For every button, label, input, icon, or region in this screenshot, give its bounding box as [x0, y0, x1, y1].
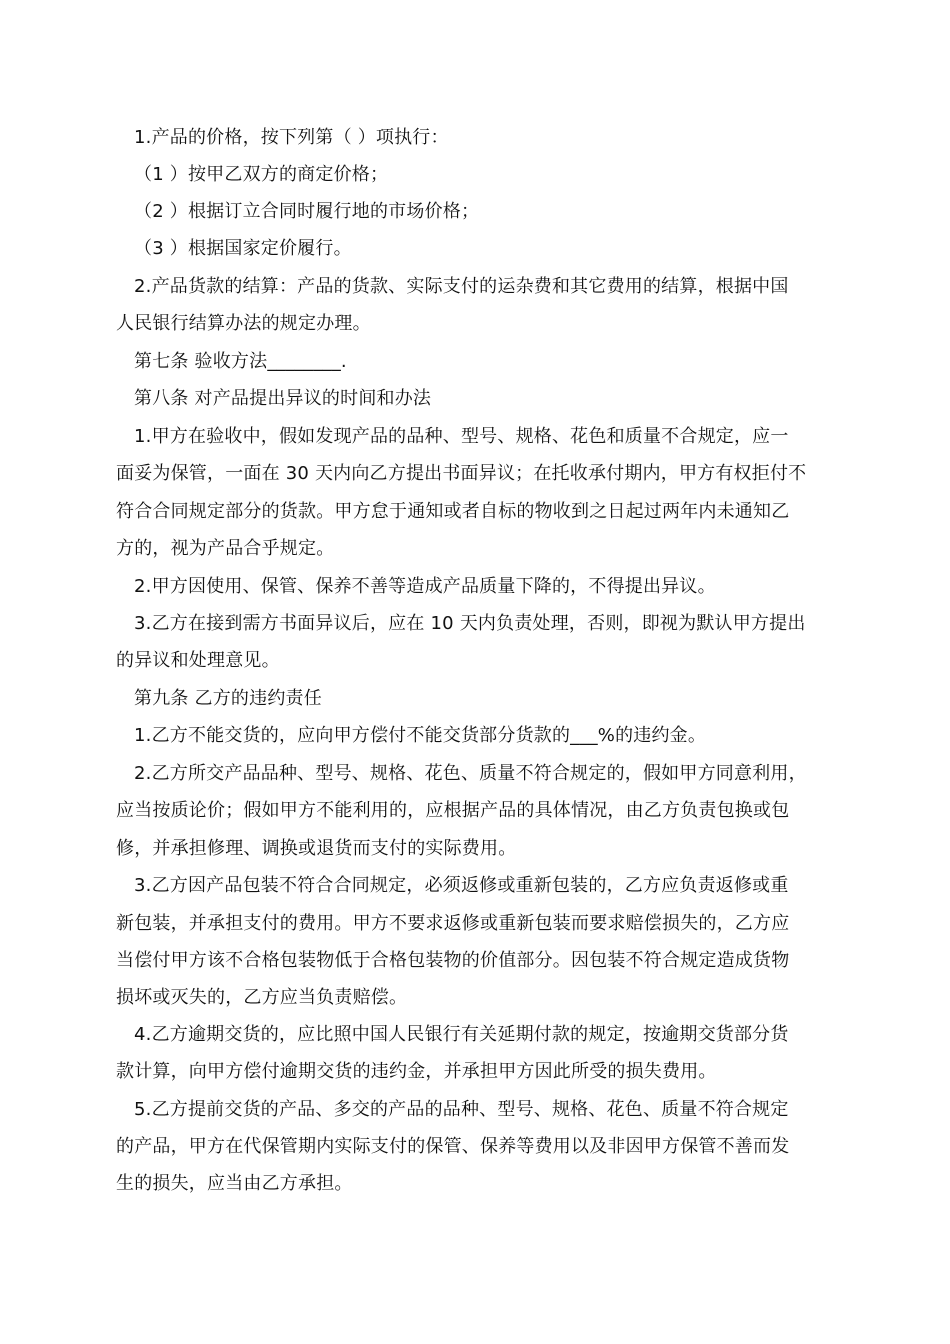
price-option-1: （1 ）按甲乙双方的商定价格；: [134, 164, 389, 185]
article-9-heading: 第九条 乙方的违约责任: [134, 688, 322, 709]
article-9-item-5-cont1: 的产品，甲方在代保管期内实际支付的保管、保养等费用以及非因甲方保管不善而发: [116, 1136, 790, 1157]
article-9-item-5: 5.乙方提前交货的产品、多交的产品的品种、型号、规格、花色、质量不符合规定: [134, 1099, 789, 1120]
article-8-item-3-cont: 的异议和处理意见。: [116, 650, 280, 671]
article-9-item-3-cont2: 当偿付甲方该不合格包装物低于合格包装物的价值部分。因包装不符合规定造成货物: [116, 950, 790, 971]
article-8-item-1-cont2: 符合合同规定部分的货款。甲方怠于通知或者自标的物收到之日起过两年内未通知乙: [116, 501, 790, 522]
price-option-2: （2 ）根据订立合同时履行地的市场价格；: [134, 201, 480, 222]
article-9-item-1: 1.乙方不能交货的，应向甲方偿付不能交货部分货款的___%的违约金。: [134, 725, 707, 746]
article-9-item-2: 2.乙方所交产品品种、型号、规格、花色、质量不符合规定的，假如甲方同意利用，: [134, 763, 807, 784]
clause-6-item-2: 2.产品货款的结算：产品的货款、实际支付的运杂费和其它费用的结算，根据中国: [134, 276, 789, 297]
article-9-item-5-cont2: 生的损失，应当由乙方承担。: [116, 1173, 353, 1194]
article-8-heading: 第八条 对产品提出异议的时间和办法: [134, 388, 432, 409]
article-9-item-3-cont1: 新包装，并承担支付的费用。甲方不要求返修或重新包装而要求赔偿损失的，乙方应: [116, 913, 790, 934]
clause-6-item-2-cont: 人民银行结算办法的规定办理。: [116, 313, 371, 334]
article-8-item-1-cont1: 面妥为保管，一面在 30 天内向乙方提出书面异议；在托收承付期内，甲方有权拒付不: [116, 463, 807, 484]
article-8-item-1: 1.甲方在验收中，假如发现产品的品种、型号、规格、花色和质量不合规定，应一: [134, 426, 789, 447]
article-9-item-3: 3.乙方因产品包装不符合合同规定，必须返修或重新包装的，乙方应负责返修或重: [134, 875, 789, 896]
article-9-item-4-cont: 款计算，向甲方偿付逾期交货的违约金，并承担甲方因此所受的损失费用。: [116, 1061, 717, 1082]
article-9-item-3-cont3: 损坏或灭失的，乙方应当负责赔偿。: [116, 987, 408, 1008]
article-8-item-1-cont3: 方的，视为产品合乎规定。: [116, 538, 335, 559]
article-8-item-3: 3.乙方在接到需方书面异议后，应在 10 天内负责处理，否则，即视为默认甲方提出: [134, 613, 806, 634]
article-9-item-4: 4.乙方逾期交货的，应比照中国人民银行有关延期付款的规定，按逾期交货部分货: [134, 1024, 789, 1045]
article-7-heading: 第七条 验收方法________.: [134, 351, 347, 372]
clause-6-item-1: 1.产品的价格，按下列第（ ）项执行：: [134, 127, 449, 148]
article-9-item-2-cont1: 应当按质论价；假如甲方不能利用的，应根据产品的具体情况，由乙方负责包换或包: [116, 800, 790, 821]
article-8-item-2: 2.甲方因使用、保管、保养不善等造成产品质量下降的，不得提出异议。: [134, 576, 716, 597]
article-9-item-2-cont2: 修，并承担修理、调换或退货而支付的实际费用。: [116, 838, 517, 859]
price-option-3: （3 ）根据国家定价履行。: [134, 238, 352, 259]
